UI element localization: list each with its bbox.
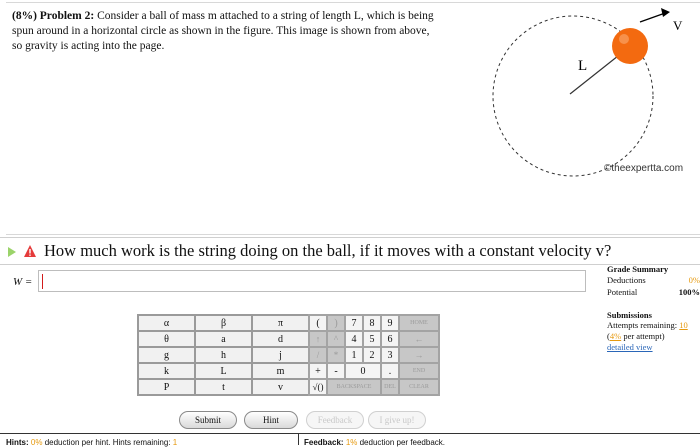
key-7[interactable]: 7	[345, 315, 363, 331]
numeric-keypad	[308, 314, 440, 396]
key-del[interactable]: DEL	[381, 379, 399, 395]
attempts-text: Attempts remaining:	[607, 320, 678, 330]
key-sqrt[interactable]: √()	[309, 379, 327, 395]
key-m[interactable]: m	[252, 363, 309, 379]
key-5[interactable]: 5	[363, 331, 381, 347]
submissions-title: Submissions	[607, 310, 652, 320]
potential-value: 100%	[678, 287, 700, 297]
problem-statement	[12, 9, 442, 54]
key-minus[interactable]: -	[327, 363, 345, 379]
key-a[interactable]: a	[195, 331, 252, 347]
grade-sidebar	[607, 264, 700, 353]
key-plus[interactable]: +	[309, 363, 327, 379]
key-6[interactable]: 6	[381, 331, 399, 347]
grade-summary-title: Grade Summary	[607, 264, 669, 274]
key-alpha[interactable]: α	[138, 315, 195, 331]
key-2[interactable]: 2	[363, 347, 381, 363]
key-caret[interactable]: ^	[327, 331, 345, 347]
key-L[interactable]: L	[195, 363, 252, 379]
circle-figure	[480, 4, 700, 184]
key-0[interactable]: 0	[345, 363, 381, 379]
ball-highlight	[619, 34, 629, 44]
hints-info: Hints: 0% deduction per hint. Hints remaining: 1	[6, 438, 178, 447]
attempts-value: 10	[679, 320, 688, 330]
key-backspace[interactable]: BACKSPACE	[327, 379, 381, 395]
text-caret	[42, 274, 43, 289]
problem-label: (8%) Problem 2:	[12, 10, 95, 22]
submit-button[interactable]: Submit	[179, 411, 237, 429]
length-label: L	[578, 58, 588, 74]
key-divide[interactable]: /	[309, 347, 327, 363]
key-d[interactable]: d	[252, 331, 309, 347]
give-up-button[interactable]: I give up!	[368, 411, 426, 429]
key-j[interactable]: j	[252, 347, 309, 363]
problem-text: Consider a ball of mass m attached to a string of length L, which is being spun around in a horizontal circle as shown in the figure. This image is shown from above, so gravity is acting into the page.	[12, 10, 434, 52]
hint-button[interactable]: Hint	[244, 411, 298, 429]
deductions-label: Deductions	[607, 275, 646, 285]
potential-row	[607, 286, 700, 298]
key-theta[interactable]: θ	[138, 331, 195, 347]
key-right[interactable]: →	[399, 347, 439, 363]
key-v[interactable]: v	[252, 379, 309, 395]
play-icon[interactable]	[8, 247, 16, 257]
detailed-view-link[interactable]: detailed view	[607, 342, 653, 352]
key-h[interactable]: h	[195, 347, 252, 363]
deductions-value: 0%	[688, 275, 700, 285]
per-attempt-pct: 4%	[609, 331, 622, 341]
question-bar	[0, 237, 700, 265]
deductions-row	[607, 274, 700, 286]
key-4[interactable]: 4	[345, 331, 363, 347]
key-8[interactable]: 8	[363, 315, 381, 331]
footer-bar	[0, 433, 700, 447]
key-9[interactable]: 9	[381, 315, 399, 331]
feedback-info: Feedback: 1% deduction per feedback.	[304, 438, 446, 447]
key-end[interactable]: END	[399, 363, 439, 379]
answer-label: W =	[13, 276, 33, 288]
key-decimal[interactable]: .	[381, 363, 399, 379]
ball	[612, 28, 648, 64]
warning-icon	[23, 244, 37, 258]
feedback-button[interactable]: Feedback	[306, 411, 364, 429]
question-text: How much work is the string doing on the ball, if it moves with a constant velocity v?	[44, 241, 612, 260]
per-attempt-text: per attempt)	[623, 331, 665, 341]
key-t[interactable]: t	[195, 379, 252, 395]
key-3[interactable]: 3	[381, 347, 399, 363]
footer-divider	[298, 434, 299, 445]
velocity-label: V	[673, 18, 683, 33]
attempts-info: Attempts remaining: 10 (4% per attempt) detailed view	[607, 320, 688, 352]
key-up[interactable]: ↑	[309, 331, 327, 347]
key-k[interactable]: k	[138, 363, 195, 379]
velocity-arrowhead	[661, 8, 670, 17]
key-multiply[interactable]: *	[327, 347, 345, 363]
key-clear[interactable]: CLEAR	[399, 379, 439, 395]
key-open-paren[interactable]: (	[309, 315, 327, 331]
key-P[interactable]: P	[138, 379, 195, 395]
potential-label: Potential	[607, 287, 638, 297]
key-close-paren[interactable]: )	[327, 315, 345, 331]
key-beta[interactable]: β	[195, 315, 252, 331]
key-pi[interactable]: π	[252, 315, 309, 331]
key-left[interactable]: ←	[399, 331, 439, 347]
answer-input[interactable]	[38, 270, 586, 292]
key-home[interactable]: HOME	[399, 315, 439, 331]
key-1[interactable]: 1	[345, 347, 363, 363]
variable-keypad	[137, 314, 310, 396]
watermark: ©theexpertta.com	[604, 163, 684, 174]
key-g[interactable]: g	[138, 347, 195, 363]
